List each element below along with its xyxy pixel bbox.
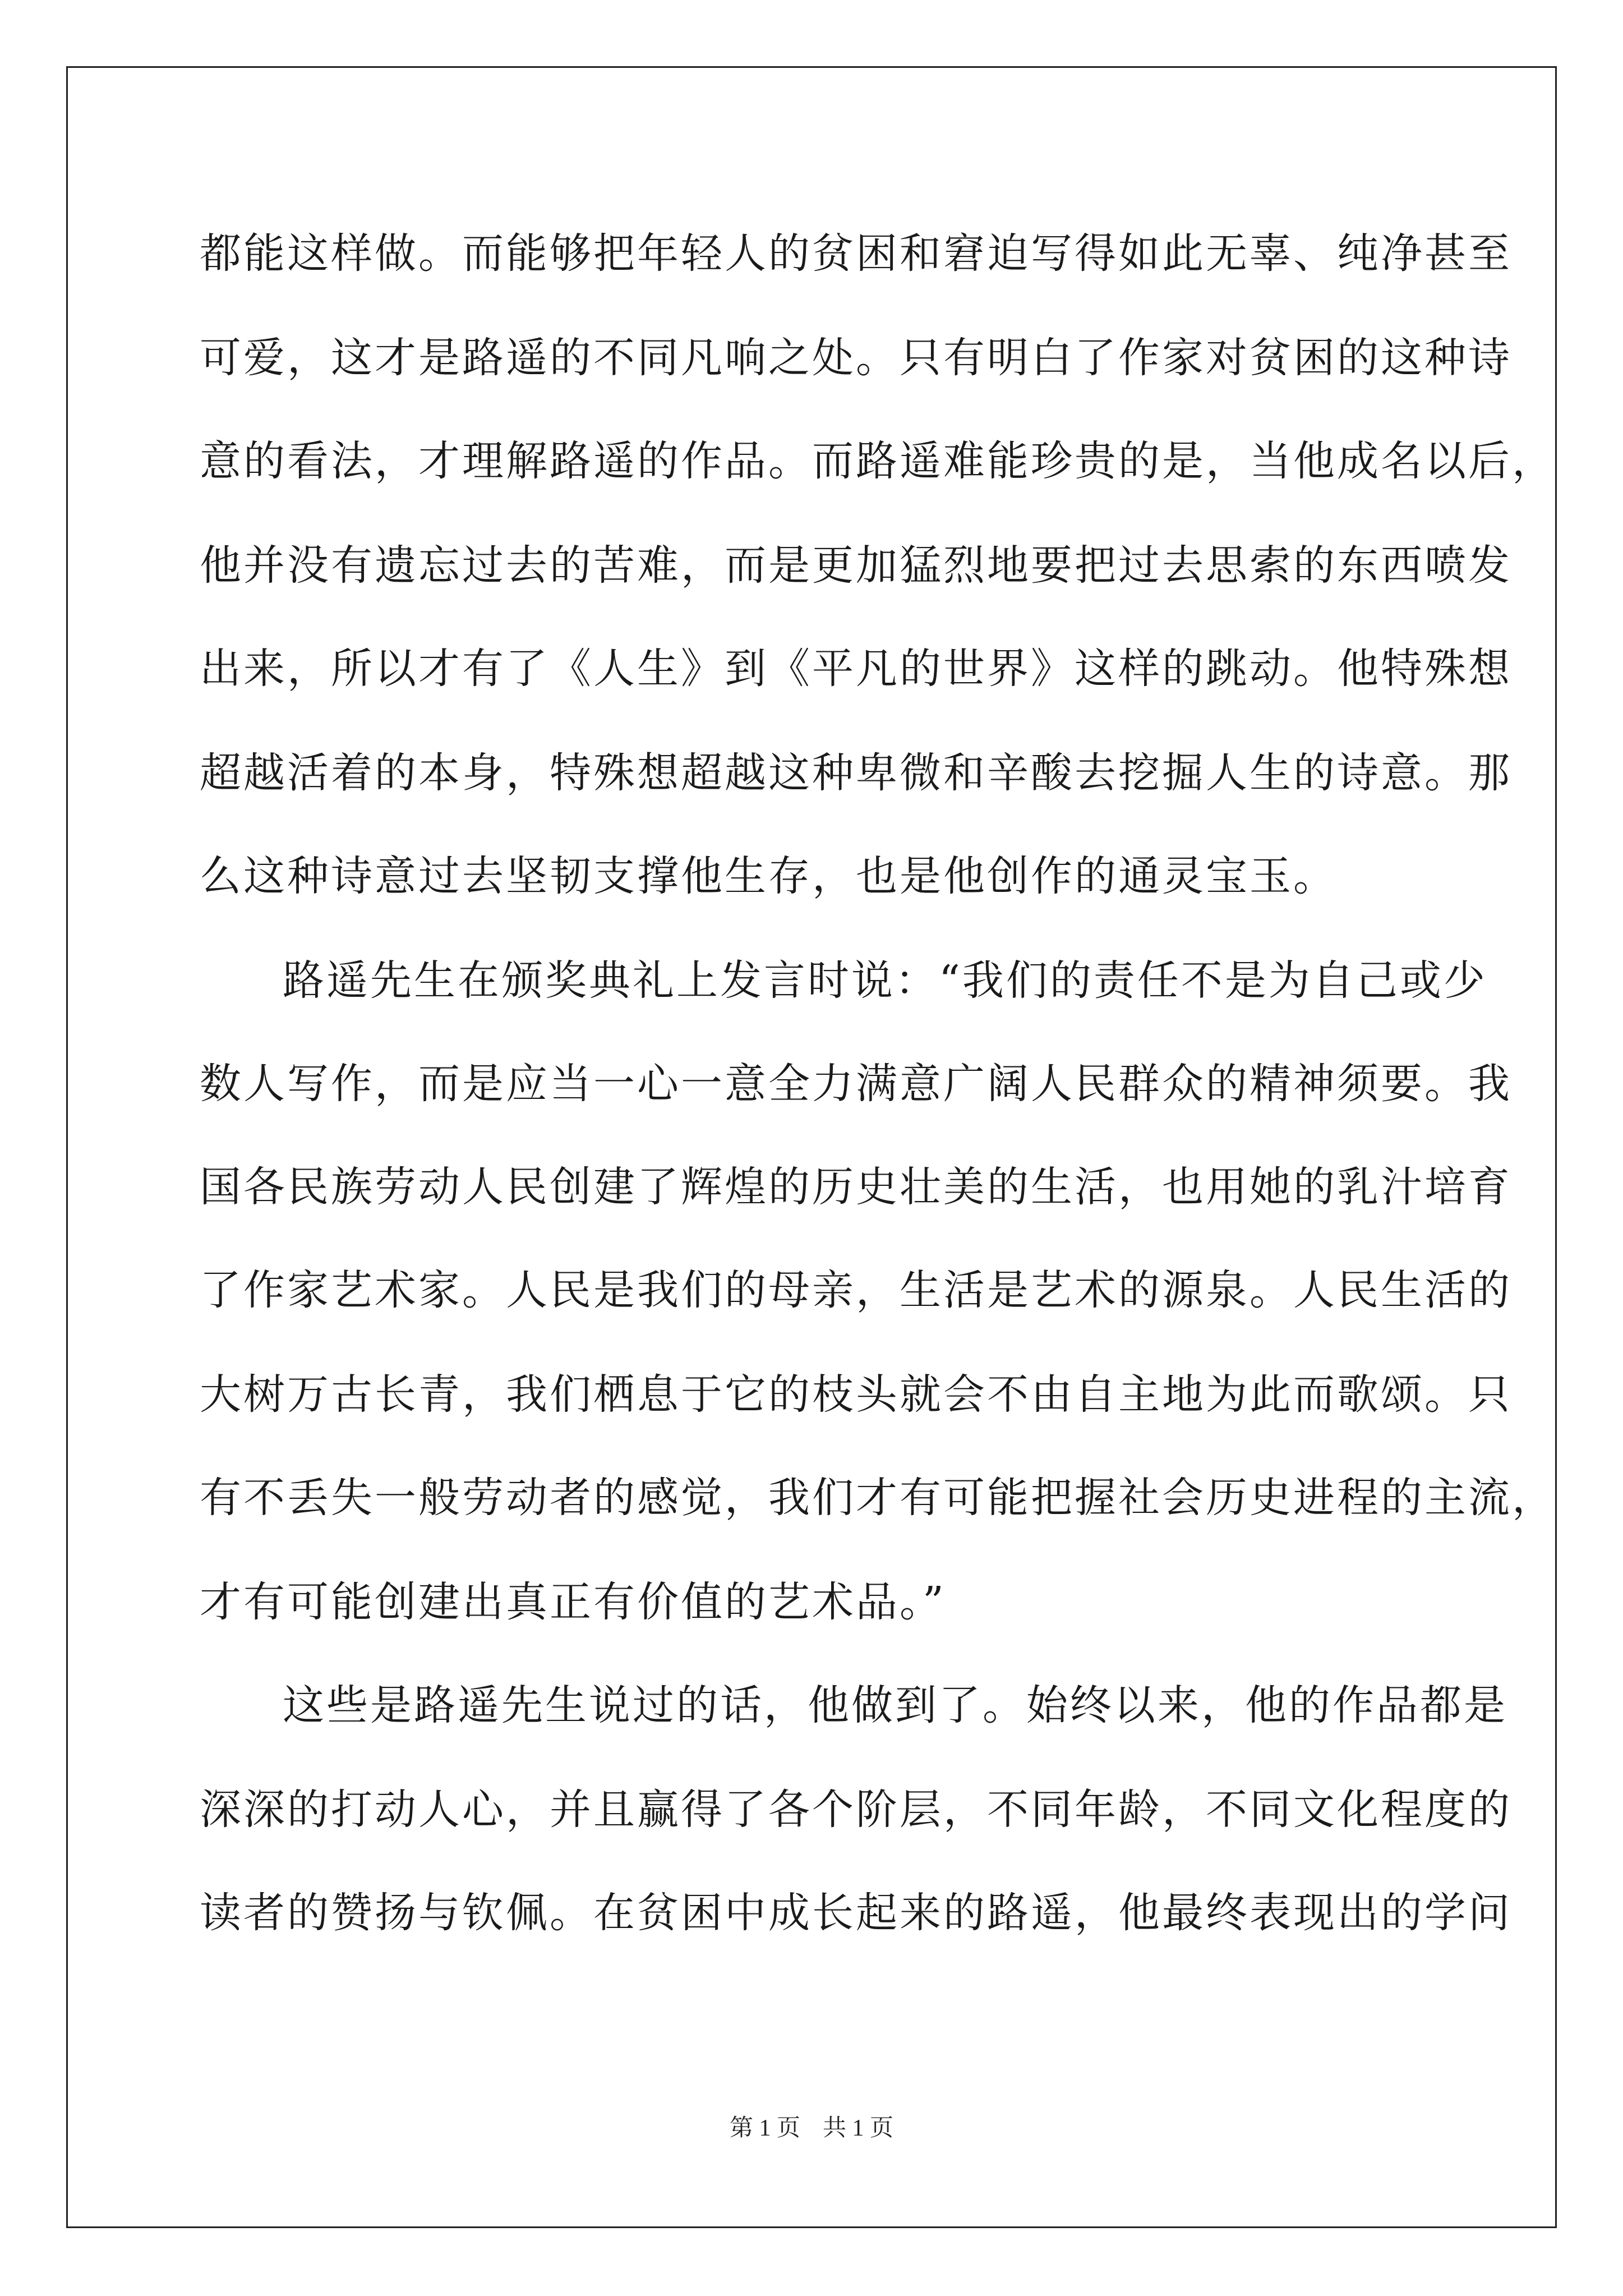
text-line: 超越活着的本身，特殊想超越这种卑微和辛酸去挖掘人生的诗意。那 [200,749,1512,797]
paragraph-first-line: 路遥先生在颁奖典礼上发言时说：“我们的责任不是为自己或少 [283,956,1487,1005]
text-line: 大树万古长青，我们栖息于它的枝头就会不由自主地为此而歌颂。只 [200,1370,1512,1419]
text-line: 数人写作，而是应当一心一意全力满意广阔人民群众的精神须要。我 [200,1060,1512,1108]
text-line: 么这种诗意过去坚韧支撑他生存，也是他创作的通灵宝玉。 [200,852,1337,900]
paragraph-first-line: 这些是路遥先生说过的话，他做到了。始终以来，他的作品都是 [283,1681,1507,1729]
text-line: 出来，所以才有了《人生》到《平凡的世界》这样的跳动。他特殊想 [200,645,1512,693]
text-line: 意的看法，才理解路遥的作品。而路遥难能珍贵的是，当他成名以后， [200,437,1556,485]
text-line: 才有可能创建出真正有价值的艺术品。” [200,1578,946,1626]
text-line: 了作家艺术家。人民是我们的母亲，生活是艺术的源泉。人民生活的 [200,1266,1512,1314]
page-footer [0,2109,1623,2143]
text-line: 都能这样做。而能够把年轻人的贫困和窘迫写得如此无辜、纯净甚至 [200,229,1512,278]
text-line: 有不丢失一般劳动者的感觉，我们才有可能把握社会历史进程的主流， [200,1474,1556,1522]
text-line: 深深的打动人心，并且赢得了各个阶层，不同年龄，不同文化程度的 [200,1786,1512,1834]
text-line: 读者的赞扬与钦佩。在贫困中成长起来的路遥，他最终表现出的学问 [200,1889,1512,1937]
text-line: 可爱，这才是路遥的不同凡响之处。只有明白了作家对贫困的这种诗 [200,334,1512,382]
page-number: 第 1 页 [729,2115,800,2141]
text-line: 国各民族劳动人民创建了辉煌的历史壮美的生活，也用她的乳汁培育 [200,1163,1512,1211]
page-total: 共 1 页 [823,2115,894,2141]
text-line: 他并没有遗忘过去的苦难，而是更加猛烈地要把过去思索的东西喷发 [200,541,1512,590]
